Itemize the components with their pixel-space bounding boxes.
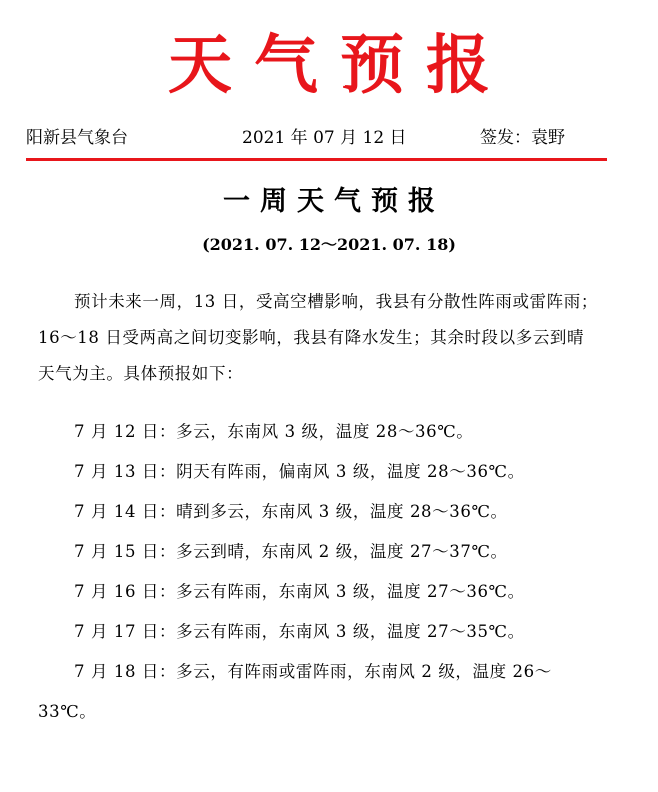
header-divider	[26, 158, 607, 161]
document-title: 一周天气预报	[223, 186, 445, 217]
daily-forecast-item: 7 月 15 日：多云到晴，东南风 2 级，温度 27～37℃。	[74, 542, 508, 561]
daily-forecast-item: 7 月 18 日：多云，有阵雨或雷阵雨，东南风 2 级，温度 26～33℃。	[38, 662, 552, 721]
daily-forecast-list	[38, 412, 600, 732]
masthead-title: 天气预报	[168, 29, 512, 103]
forecast-summary: 预计未来一周，13 日，受高空槽影响，我县有分散性阵雨或雷阵雨；16～18 日受两高之间切变影响，我县有降水发生；其余时段以多云到晴天气为主。具体预报如下：	[38, 292, 598, 383]
issue-date: 2021 年 07 月 12 日	[242, 128, 407, 148]
daily-forecast-item: 7 月 12 日：多云，东南风 3 级，温度 28～36℃。	[74, 422, 474, 441]
daily-forecast-item: 7 月 17 日：多云有阵雨，东南风 3 级，温度 27～35℃。	[74, 622, 525, 641]
issuer-label: 阳新县气象台	[26, 128, 128, 148]
daily-forecast-item: 7 月 16 日：多云有阵雨，东南风 3 级，温度 27～36℃。	[74, 582, 525, 601]
forecast-date-range: (2021. 07. 12～2021. 07. 18)	[202, 235, 456, 254]
daily-forecast-item: 7 月 13 日：阴天有阵雨，偏南风 3 级，温度 28～36℃。	[74, 462, 525, 481]
signer-label: 签发：袁野	[480, 128, 565, 148]
daily-forecast-item: 7 月 14 日：晴到多云，东南风 3 级，温度 28～36℃。	[74, 502, 508, 521]
